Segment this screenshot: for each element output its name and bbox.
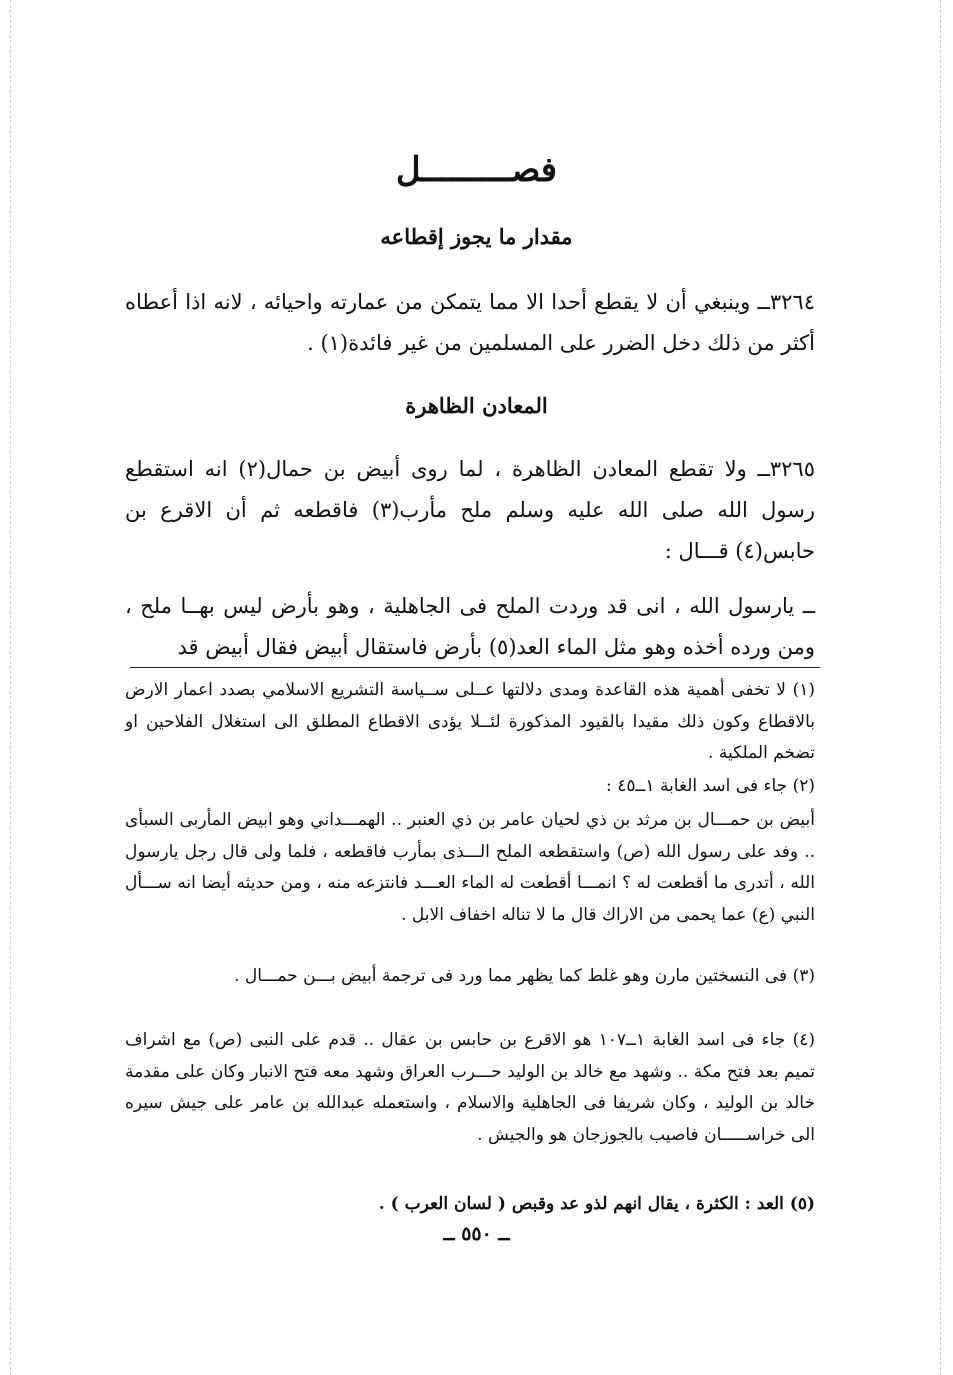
chapter-title: فصـــــــــل xyxy=(395,150,558,190)
footnote-1: (١) لا تخفى أهمية هذه القاعدة ومدى دلالتها عــلى ســياسة التشريع الاسلامي بصدد اعمار الارض بالاقطاع وكون ذلك مقيدا بالقيود المذكورة لئــلا يؤدى الاقطاع المطلق الى استغلال الفلاحين او تضخم الملكية . xyxy=(125,680,815,763)
footnote-2-intro: (٢) جاء فى اسد الغابة ١ــ٤٥ : xyxy=(606,776,815,796)
paragraph-quote: ــ يارسول الله ، انى قد وردت الملح فى الجاهلية ، وهو بأرض ليس بهــا ملح ، ومن ورده أخذه وهو مثل الماء العد(٥) بأرض فاستقال أبيض فقال أبيض قد xyxy=(125,594,815,659)
footnote-separator xyxy=(130,667,820,668)
section-title: المعادن الظاهرة xyxy=(405,393,548,418)
footnote-5: (٥) العد : الكثرة ، يقال انهم لذو عد وقبص ( لسان العرب ) . xyxy=(378,1194,815,1214)
paragraph-3264: ٣٢٦٤ــ وينبغي أن لا يقطع أحدا الا مما يتمكن من عمارته واحيائه ، لانه اذا أعطاه أكثر من ذلك دخل الضرر على المسلمين من غير فائدة(١) . xyxy=(125,290,815,355)
footnote-3: (٣) فى النسختين مارن وهو غلط كما يظهر مما ورد فى ترجمة أبيض بـــن حمـــال . xyxy=(234,966,815,986)
page-fold-line xyxy=(940,0,941,1375)
paragraph-3265: ٣٢٦٥ــ ولا تقطع المعادن الظاهرة ، لما روى أبيض بن حمال(٢) انه استقطع رسول الله صلى الله عليه وسلم ملح مأرب(٣) فاقطعه ثم أن الاقرع بن حابس(٤) قـــال : xyxy=(125,457,815,563)
page-fold-line xyxy=(10,0,11,1375)
footnote-2-body: أبيض بن حمـــال بن مرثد بن ذي لحيان عامر بن ذي العنبر .. الهمـــداني وهو ابيض المأربى السبأى .. وفد على رسول الله (ص) واستقطعه الملح الـــذى بمأرب فاقطعه ، فلما ولى قال رجل يارسول الله ، أتدرى ما أقطعت له ؟ انمـــا أقطعت له الماء العـــد فانتزعه منه ، ومن حديثه أيضا انه ســـأل النبي (ع) عما يحمى من الاراك قال ما لا تناله اخفاف الابل . xyxy=(125,810,815,925)
section-title: مقدار ما يجوز إقطاعه xyxy=(380,224,573,249)
footnote-4: (٤) جاء فى اسد الغابة ١ــ١٠٧ هو الاقرع بن حابس بن عقال .. قدم على النبى (ص) مع اشراف تميم بعد فتح مكة .. وشهد مع خالد بن الوليد حـــرب العراق وشهد معه فتح الانبار وكان على مقدمة خالد بن الوليد ، وكان شريفا فى الجاهلية والاسلام ، واستعمله عبدالله بن عامر على جيش سيره الى خراســـــان فاصيب بالجوزجان هو والجيش . xyxy=(125,1030,815,1145)
page-number: ــ ٥٥٠ ــ xyxy=(443,1223,510,1245)
